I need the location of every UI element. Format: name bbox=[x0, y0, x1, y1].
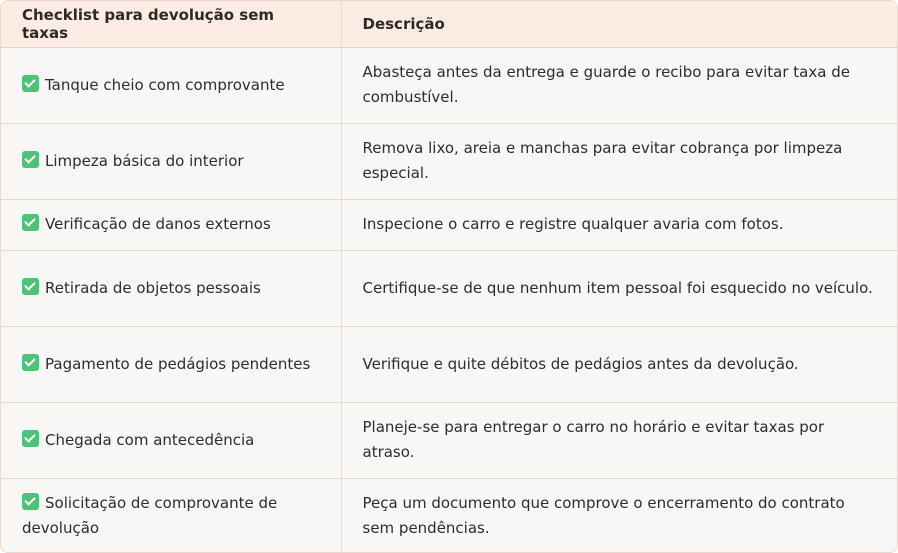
description-cell: Remova lixo, areia e manchas para evitar cobrança por limpeza especial. bbox=[341, 123, 898, 199]
table-row bbox=[1, 478, 898, 553]
description-cell: Peça um documento que comprove o encerramento do contrato sem pendências. bbox=[362, 494, 845, 538]
checklist-item-label: Tanque cheio com comprovante bbox=[45, 75, 285, 94]
description-cell: Inspecione o carro e registre qualquer avaria com fotos. bbox=[341, 199, 898, 250]
column-header-description: Descrição bbox=[341, 1, 898, 47]
checklist-item-label: Limpeza básica do interior bbox=[45, 151, 244, 170]
checklist-item-cell bbox=[1, 123, 341, 199]
description-cell: Certifique-se de que nenhum item pessoal foi esquecido no veículo. bbox=[341, 250, 898, 326]
table-header-row bbox=[1, 1, 898, 47]
checklist-item-cell bbox=[1, 326, 341, 402]
table-row bbox=[1, 47, 898, 123]
table-row bbox=[1, 199, 898, 250]
check-mark-button-icon bbox=[22, 278, 39, 295]
check-mark-button-icon bbox=[22, 151, 39, 168]
table-row bbox=[1, 326, 898, 402]
checklist-item-label: Verificação de danos externos bbox=[45, 215, 271, 233]
description-cell: Abasteça antes da entrega e guarde o recibo para evitar taxa de combustível. bbox=[341, 47, 898, 123]
table-row bbox=[1, 402, 898, 478]
checklist-item-cell bbox=[1, 47, 341, 123]
checklist-item-cell bbox=[1, 199, 341, 250]
description-cell: Planeje-se para entregar o carro no horário e evitar taxas por atraso. bbox=[341, 402, 898, 478]
checklist-item-label: Pagamento de pedágios pendentes bbox=[45, 354, 311, 373]
table-row bbox=[1, 123, 898, 199]
check-mark-button-icon bbox=[22, 214, 39, 231]
check-mark-button-icon bbox=[22, 75, 39, 92]
checklist-item-cell bbox=[1, 402, 341, 478]
check-mark-button-icon bbox=[22, 493, 39, 510]
column-header-checklist: Checklist para devolução sem taxas bbox=[1, 1, 341, 47]
checklist-item-label: Chegada com antecedência bbox=[45, 430, 255, 449]
check-mark-button-icon bbox=[22, 354, 39, 371]
checklist-table bbox=[1, 1, 898, 553]
description-cell: Verifique e quite débitos de pedágios antes da devolução. bbox=[341, 326, 898, 402]
check-mark-button-icon bbox=[22, 430, 39, 447]
table-row bbox=[1, 250, 898, 326]
checklist-item-cell bbox=[1, 250, 341, 326]
checklist-item-cell bbox=[1, 478, 341, 553]
checklist-item-label: Solicitação de comprovante de devolução bbox=[22, 494, 278, 538]
checklist-item-label: Retirada de objetos pessoais bbox=[45, 278, 261, 297]
